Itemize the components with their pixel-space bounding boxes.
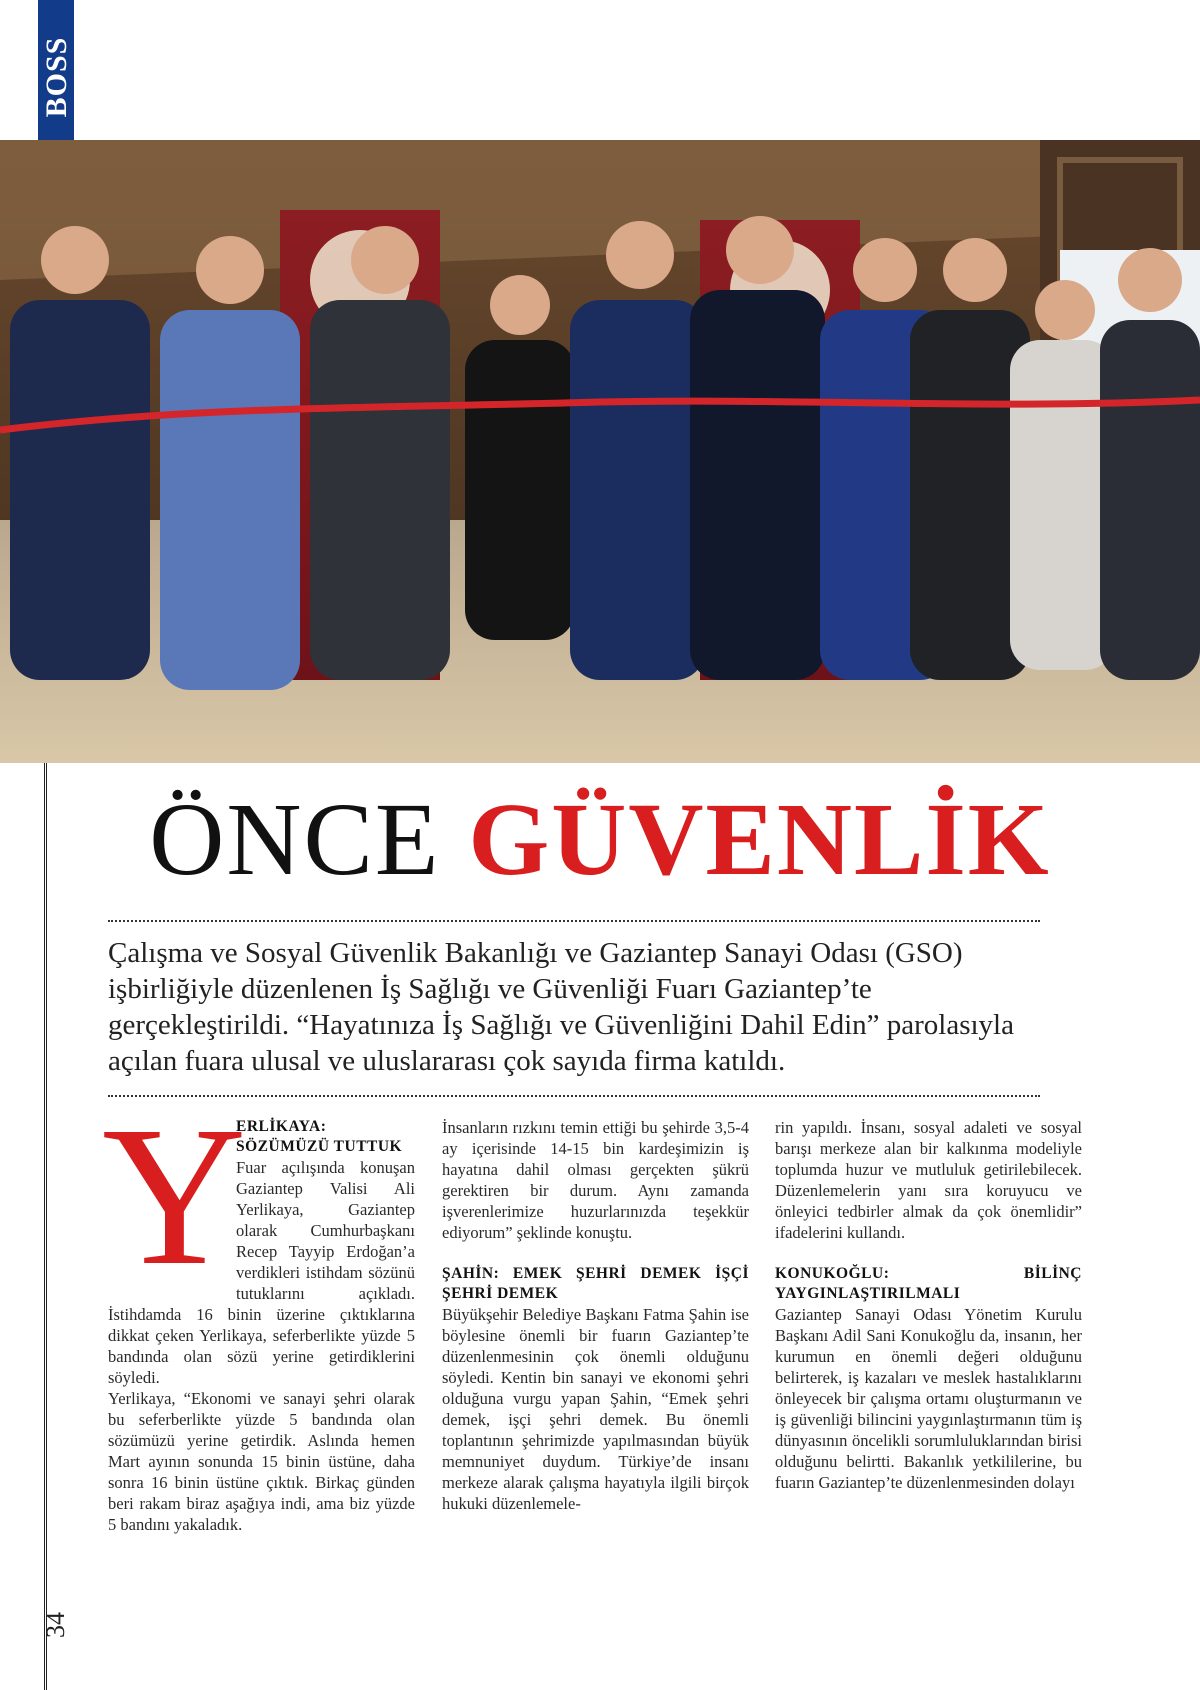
lead-paragraph: Çalışma ve Sosyal Güvenlik Bakanlığı ve Gaziantep Sanayi Odası (GSO) işbirliğiyle düzenlenen İş Sağlığı ve Güvenliği Fuarı Gaziantep’te gerçekleştirildi. “Hayatınıza İş Sağlığı ve Güvenliğini Dahil Edin” parolasıyla açılan fuara ulusal ve uluslararası çok sayıda firma katıldı. — [108, 937, 1014, 1077]
ribbon-cutting-photo-icon — [0, 140, 1200, 763]
title-light: ÖNCE — [149, 782, 441, 897]
drop-cap: Y — [102, 1086, 247, 1307]
divider-top — [108, 920, 1040, 922]
ribbon-cutting-photo — [0, 140, 1200, 763]
paragraph: Büyükşehir Belediye Başkanı Fatma Şahin ise böylesine önemli bir fuarın Gaziantep’te düzenlenmesinin çok önemli olduğunu söyledi. Kentin bin sanayi ve ekonomi şehri olduğuna vurgu yapan Şahin, “Emek şehri demek, işçi şehri demek. Bu önemli toplantının şehrimizde yapılmasından büyük memnuniyet duydum. Türkiye’de insanı merkeze alarak çalışma hayatıyla ilgili birçok hukuki düzenlemele- — [442, 1305, 749, 1513]
section-heading: KONUKOĞLU: BİLİNÇ YAYGINLAŞTIRILMALI — [775, 1265, 1082, 1302]
brand-box — [38, 0, 74, 150]
article-column-2 — [442, 1117, 749, 1514]
article-column-3 — [775, 1117, 1082, 1493]
paragraph: Gaziantep Sanayi Odası Yönetim Kurulu Başkanı Adil Sani Konukoğlu da, insanın, her kurumun en önemli değeri olduğunu belirterek, iş kazaları ve meslek hastalıklarını önleyecek bir çalışma ortamı oluşturmanın ve iş güvenliği bilincini yaygınlaştırmanın tüm iş dünyasının öncelikli sorumluluklarından birisi olduğunu belirtti. Bakanlık yetkililerine, bu fuarın Gaziantep’te düzenlenmesinden dolayı — [775, 1305, 1082, 1492]
article-title — [0, 780, 1200, 900]
section-heading: ERLİKAYA: — [236, 1118, 327, 1135]
paragraph: rin yapıldı. İnsanı, sosyal adaleti ve sosyal barışı merkeze alan bir kalkınma modeliyle toplumda huzur ve mutluluk getirilebilecek. Düzenlemelerin yanı sıra koruyucu ve önleyici tedbirler almak da çok önemlidir” ifadelerini kullandı. — [775, 1118, 1082, 1242]
paragraph: Fuar açılışında konuşan Gaziantep Valisi Ali Yerlikaya, Gaziantep olarak Cumhurbaşkanı Recep Tayyip Erdoğan’a verdikleri istihdam sözünü tutuklarını açıkladı. İstihdamda 16 binin üzerine çıktıklarına dikkat çeken Yerlikaya, seferberlikte yüzde 5 bandında olan sözü yerine getirdiklerini söyledi. — [108, 1158, 415, 1387]
paragraph: Yerlikaya, “Ekonomi ve sanayi şehri olarak bu seferberlikte yüzde 5 bandında olan sözümüzü yerine getirdik. Aslında hemen Mart ayının sonunda 15 binin üstüne, daha sonra 16 binin üstüne çıktık. Birkaç günden beri rakam biraz aşağıya indi, ama biz yüzde 5 bandını yakaladık. — [108, 1389, 415, 1534]
title-bold: GÜVENLİK — [468, 782, 1051, 897]
paragraph: İnsanların rızkını temin ettiği bu şehirde 3,5-4 ay içerisinde 14-15 bin kardeşimizin iş hayatına dahil olması gerçekten şükrü gerektiren bir durum. Aynı zamanda işverenlerimize huzurlarınızda teşekkür ediyorum” şeklinde konuştu. — [442, 1118, 749, 1242]
brand-logo: BOSS — [40, 36, 73, 118]
article-column-1 — [102, 1086, 415, 1535]
divider-bottom — [108, 1095, 1040, 1097]
section-heading: ŞAHİN: EMEK ŞEHRİ DEMEK İŞÇİ ŞEHRİ DEMEK — [442, 1265, 749, 1302]
page-number: 34 — [41, 1612, 70, 1638]
section-heading: SÖZÜMÜZÜ TUTTUK — [236, 1138, 403, 1155]
